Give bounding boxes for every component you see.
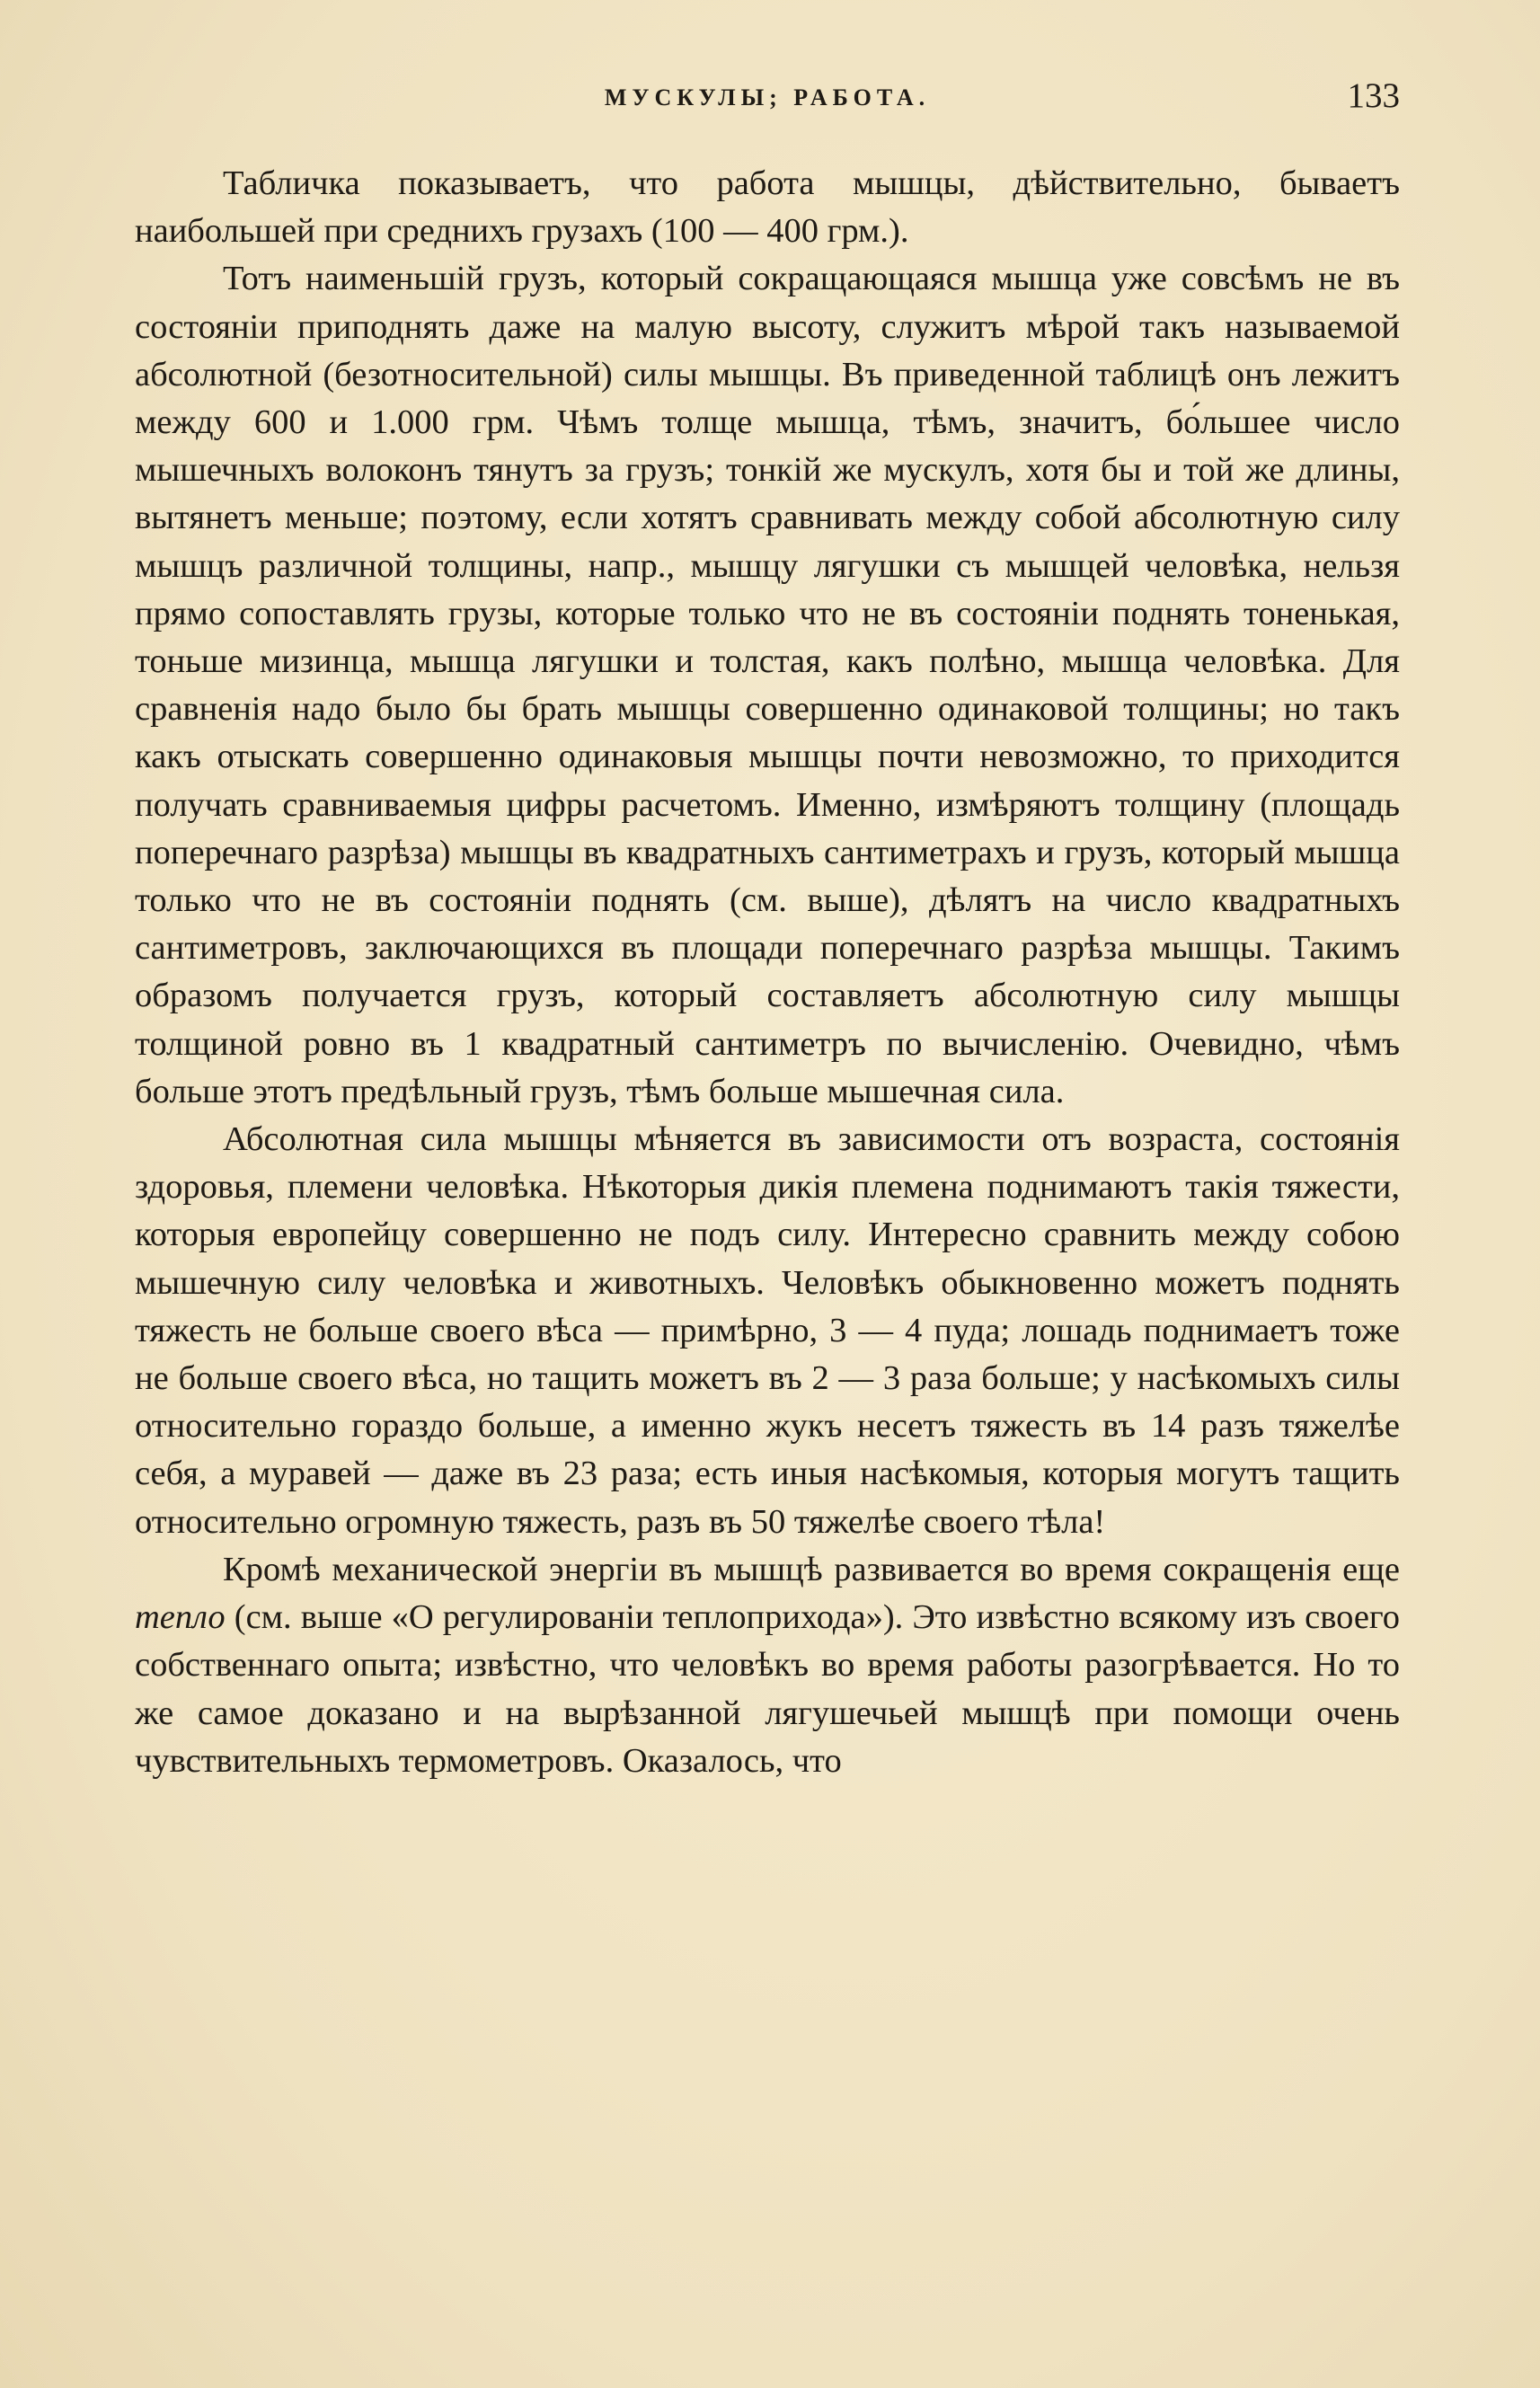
- running-header: [135, 75, 1400, 120]
- paragraph-work-table: Табличка показываетъ, что работа мышцы, дѣйствительно, бываетъ наибольшей при среднихъ грузахъ (100 — 400 грм.).: [135, 164, 1400, 251]
- paragraph-heat-end: (см. выше «О регулированіи теплоприхода»). Это извѣстно всякому изъ своего собственнаго опыта; извѣстно, что человѣкъ во время работы разогрѣвается. Но то же самое доказано и на вырѣзанной лягушечьей мышцѣ при помощи очень чувствительныхъ термометровъ. Оказалось, что: [135, 1598, 1400, 1780]
- paragraph-strength-comparison: Абсолютная сила мышцы мѣняется въ зависимости отъ возраста, состоянія здоровья, племени человѣка. Нѣкоторыя дикія племена поднимаютъ такія тяжести, которыя европейцу совершенно не подъ силу. Интересно сравнить между собою мышечную силу человѣка и животныхъ. Человѣкъ обыкновенно можетъ поднять тяжесть не больше своего вѣса — примѣрно, 3 — 4 пуда; лошадь поднимаетъ тоже не больше своего вѣса, но тащить можетъ въ 2 — 3 раза больше; у насѣкомыхъ силы относительно гораздо больше, а именно жукъ несетъ тяжесть въ 14 разъ тяжелѣе себя, а муравей — даже въ 23 раза; есть иныя насѣкомыя, которыя могутъ тащить относительно огромную тяжесть, разъ въ 50 тяжелѣе своего тѣла!: [135, 1120, 1400, 1541]
- body-text: [135, 160, 1400, 1785]
- paragraph-absolute-strength: Тотъ наименьшій грузъ, который сокращающаяся мышца уже совсѣмъ не въ состояніи приподнять даже на малую высоту, служитъ мѣрой такъ называемой абсолютной (безотносительной) силы мышцы. Въ приведенной таблицѣ онъ лежитъ между 600 и 1.000 грм. Чѣмъ толще мышца, тѣмъ, значитъ, бо́льшее число мышечныхъ волоконъ тянутъ за грузъ; тонкій же мускулъ, хотя бы и той же длины, вытянетъ меньше; поэтому, если хотятъ сравнивать между собой абсолютную силу мышцъ различной толщины, напр., мышцу лягушки съ мышцей человѣка, нельзя прямо сопоставлять грузы, которые только что не въ состояніи поднять тоненькая, тоньше мизинца, мышца лягушки и толстая, какъ полѣно, мышца человѣка. Для сравненія надо было бы брать мышцы совершенно одинаковой толщины; но такъ какъ отыскать совершенно одинаковыя мышцы почти невозможно, то приходится получать сравниваемыя цифры расчетомъ. Именно, измѣряютъ толщину (площадь поперечнаго разрѣза) мышцы въ квадратныхъ сантиметрахъ и грузъ, который мышца только что не въ состояніи поднять (см. выше), дѣлятъ на число квадратныхъ сантиметровъ, заключающихся въ площади поперечнаго разрѣза мышцы. Такимъ образомъ получается грузъ, который составляетъ абсолютную силу мышцы толщиной ровно въ 1 квадратный сантиметръ по вычисленію. Очевидно, чѣмъ больше этотъ предѣльный грузъ, тѣмъ больше мышечная сила.: [135, 260, 1400, 1110]
- emphasis-heat: тепло: [135, 1598, 226, 1637]
- running-title: МУСКУЛЫ; РАБОТА.: [604, 84, 931, 111]
- paragraph-heat-start: Кромѣ механической энергіи въ мышцѣ развивается во время сокращенія еще: [223, 1550, 1400, 1588]
- page-number: 133: [1347, 76, 1400, 115]
- paragraph-heat: [135, 1546, 1400, 1785]
